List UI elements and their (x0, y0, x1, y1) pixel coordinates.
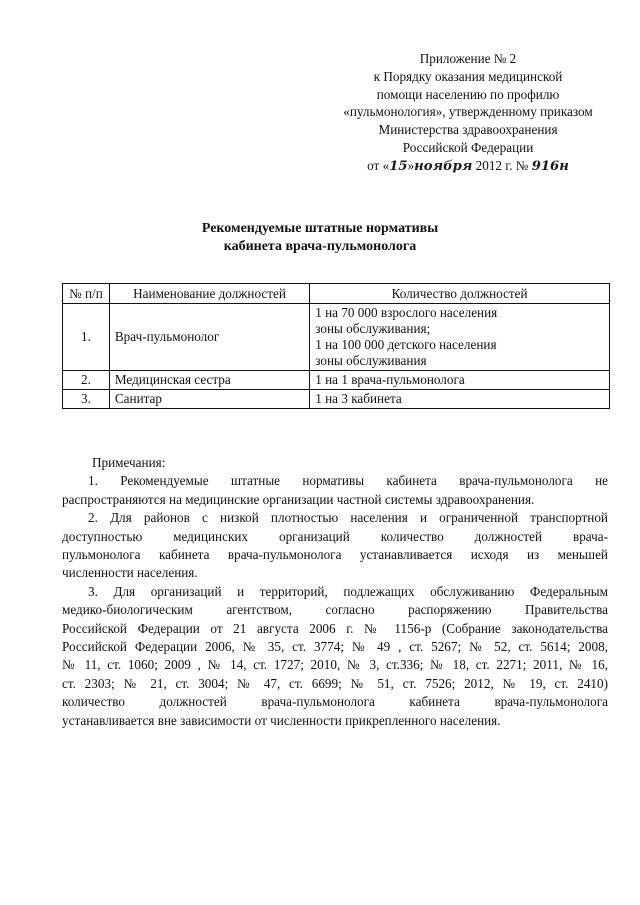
appendix-line: Российской Федерации (402, 139, 534, 155)
column-header-quantity: Количество должностей (310, 284, 610, 304)
notes-heading: Примечания: (92, 455, 166, 470)
table-row (63, 304, 610, 371)
table-row (63, 371, 610, 390)
appendix-line: Министерства здравоохранения (378, 122, 558, 138)
position-name: Врач-пульмонолог (109, 304, 309, 371)
appendix-line: помощи населению по профилю (376, 86, 560, 102)
table-row (63, 390, 610, 409)
appendix-header (318, 50, 618, 176)
order-date-line: от «15»ноября 2012 г. № 916н (367, 157, 569, 174)
table-header-row (63, 284, 610, 304)
column-header-position: Наименование должностей (109, 284, 309, 304)
appendix-line: к Порядку оказания медицинской (373, 68, 563, 84)
position-quantity: 1 на 70 000 взрослого населения зоны обслуживания; 1 на 100 000 детского населения зоны обслуживания (310, 304, 610, 371)
appendix-number: Приложение № 2 (419, 51, 517, 66)
document-title: Рекомендуемые штатные нормативы кабинета врача-пульмонолога (201, 221, 439, 254)
position-quantity: 1 на 3 кабинета (310, 390, 610, 409)
row-number: 2. (63, 371, 110, 390)
position-name: Медицинская сестра (109, 371, 309, 390)
position-name: Санитар (109, 390, 309, 409)
note-3: 3. Для организаций и территорий, подлежащих обслуживанию Федеральным медико-биологическим агентством, согласно распоряжению Правительства Российской Федерации от 21 августа 2006 г. № 1156-р (Собрание законодательства Российской Федерации 2006, № 35, ст. 3774; № 49 , ст. 5267; № 52, ст. 5614; 2008, № 11, ст. 1060; 2009 , № 14, ст. 1727; 2010, № 3, ст.336; № 18, ст. 2271; 2011, № 16, ст. 2303; № 21, ст. 3004; № 47, ст. 6699; № 51, ст. 7526; 2012, № 19, ст. 2410) количество должностей врача-пульмонолога кабинета врача-пульмонолога устанавливается вне зависимости от численности прикрепленного населения. (62, 583, 608, 728)
handwritten-day: 15 (389, 158, 408, 174)
note-2: 2. Для районов с низкой плотностью населения и ограниченной транспортной доступностью медицинских организаций количество должностей врача- пульмонолога кабинета врача-пульмонолога устанавливается исходя из меньшей численности населения. (62, 510, 608, 581)
note-1: 1. Рекомендуемые штатные нормативы кабинета врача-пульмонолога не распространяются на медицинские организации частной системы здравоохранения. (62, 473, 608, 507)
appendix-line: «пульмонология», утвержденному приказом (343, 104, 593, 120)
row-number: 1. (63, 304, 110, 371)
position-quantity: 1 на 1 врача-пульмонолога (310, 371, 610, 390)
handwritten-month: ноября (414, 158, 473, 174)
handwritten-order-number: 916н (531, 158, 569, 174)
row-number: 3. (63, 390, 110, 409)
notes-section (62, 454, 608, 730)
staff-norms-table (62, 283, 610, 409)
column-header-number: № п/п (63, 284, 110, 304)
